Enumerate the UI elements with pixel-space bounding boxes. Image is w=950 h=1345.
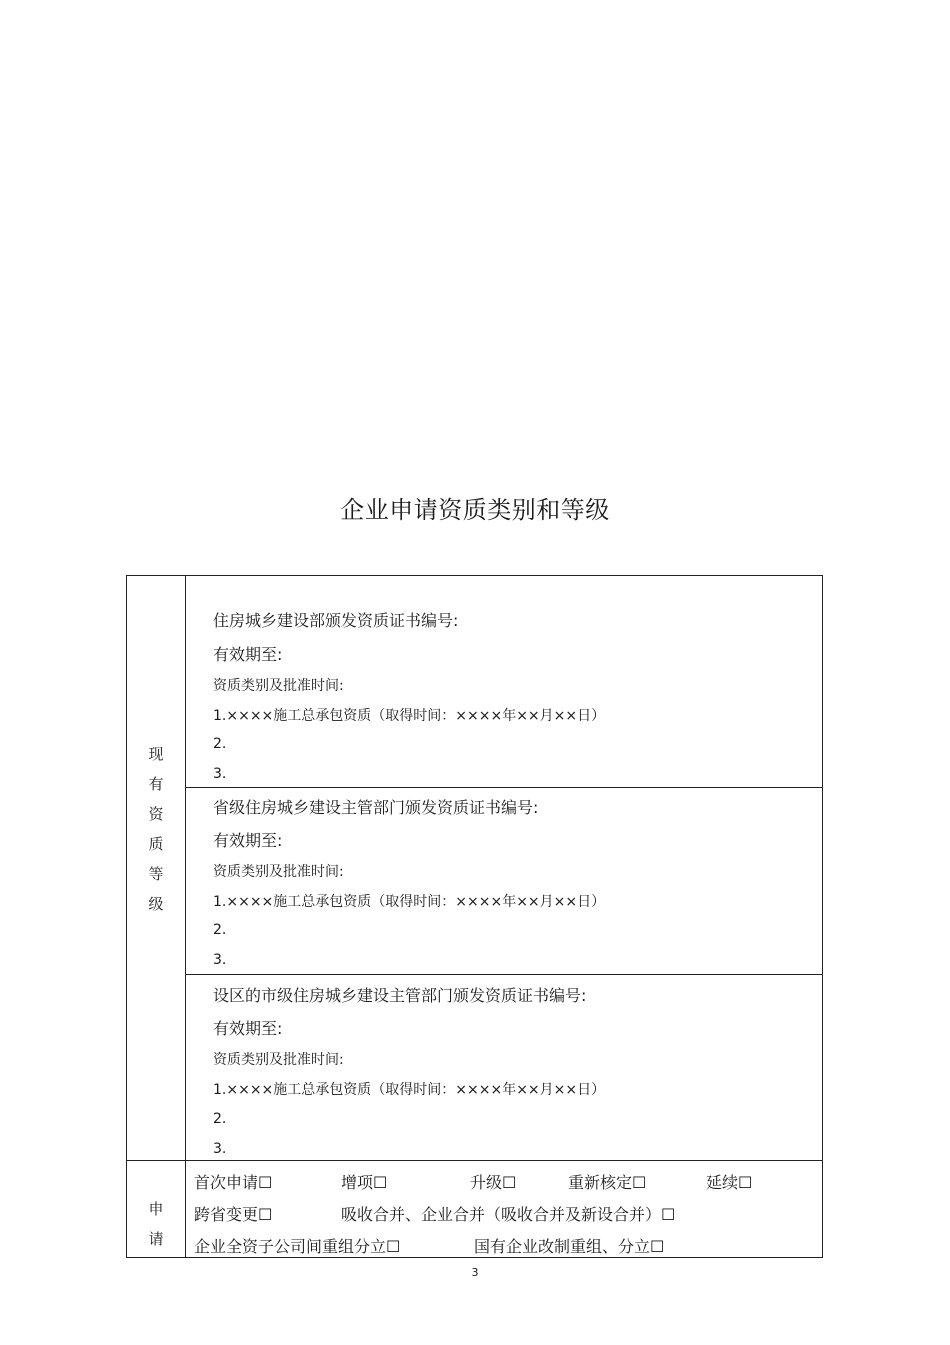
first-application-checkbox[interactable]: 首次申请☐ [194,1173,273,1192]
qualification-item: 2. [213,922,227,938]
qualification-item: 1.××××施工总承包资质（取得时间：××××年××月××日） [213,894,606,910]
renewal-checkbox[interactable]: 延续☐ [706,1173,753,1192]
add-item-checkbox[interactable]: 增项☐ [341,1173,388,1192]
apply-label-cell [127,1160,186,1257]
apply-section-divider [127,1160,822,1161]
label-char: 质 [148,835,164,853]
label-char: 级 [148,895,164,913]
valid-until-field: 有效期至: [213,645,283,664]
apply-label [127,1194,185,1254]
certificate-number-field: 省级住房城乡建设主管部门颁发资质证书编号: [213,798,539,817]
label-char: 等 [148,865,164,883]
valid-until-field: 有效期至: [213,1019,283,1038]
section-divider [186,787,822,788]
qualification-item: 3. [213,766,227,782]
upgrade-checkbox[interactable]: 升级☐ [470,1173,517,1192]
document-title: 企业申请资质类别和等级 [340,496,610,524]
merger-checkbox[interactable]: 吸收合并、企业合并（吸收合并及新设合并）☐ [341,1205,676,1224]
certificate-number-field: 设区的市级住房城乡建设主管部门颁发资质证书编号: [213,986,587,1005]
subsidiary-restructure-checkbox[interactable]: 企业全资子公司间重组分立☐ [194,1237,401,1256]
certificate-number-field: 住房城乡建设部颁发资质证书编号: [213,611,459,630]
category-approval-time-field: 资质类别及批准时间: [213,864,344,880]
valid-until-field: 有效期至: [213,831,283,850]
category-approval-time-field: 资质类别及批准时间: [213,1052,344,1068]
page-number: 3 [471,1266,479,1279]
existing-qualification-label-cell [127,576,186,1160]
qualification-item: 3. [213,952,227,968]
label-char: 有 [148,775,164,793]
qualification-item: 1.××××施工总承包资质（取得时间：××××年××月××日） [213,708,606,724]
reverify-checkbox[interactable]: 重新核定☐ [568,1173,647,1192]
label-char: 资 [148,805,164,823]
qualification-form-table [126,575,823,1258]
category-approval-time-field: 资质类别及批准时间: [213,678,344,694]
existing-qualification-label [127,739,185,919]
qualification-item: 2. [213,1111,227,1127]
qualification-item: 3. [213,1141,227,1157]
qualification-item: 1.××××施工总承包资质（取得时间：××××年××月××日） [213,1082,606,1098]
section-divider [186,974,822,975]
label-char: 申 [148,1200,164,1218]
qualification-item: 2. [213,736,227,752]
label-char: 请 [148,1230,164,1248]
state-enterprise-restructure-checkbox[interactable]: 国有企业改制重组、分立☐ [474,1237,665,1256]
cross-province-change-checkbox[interactable]: 跨省变更☐ [194,1205,273,1224]
label-char: 现 [148,745,164,763]
